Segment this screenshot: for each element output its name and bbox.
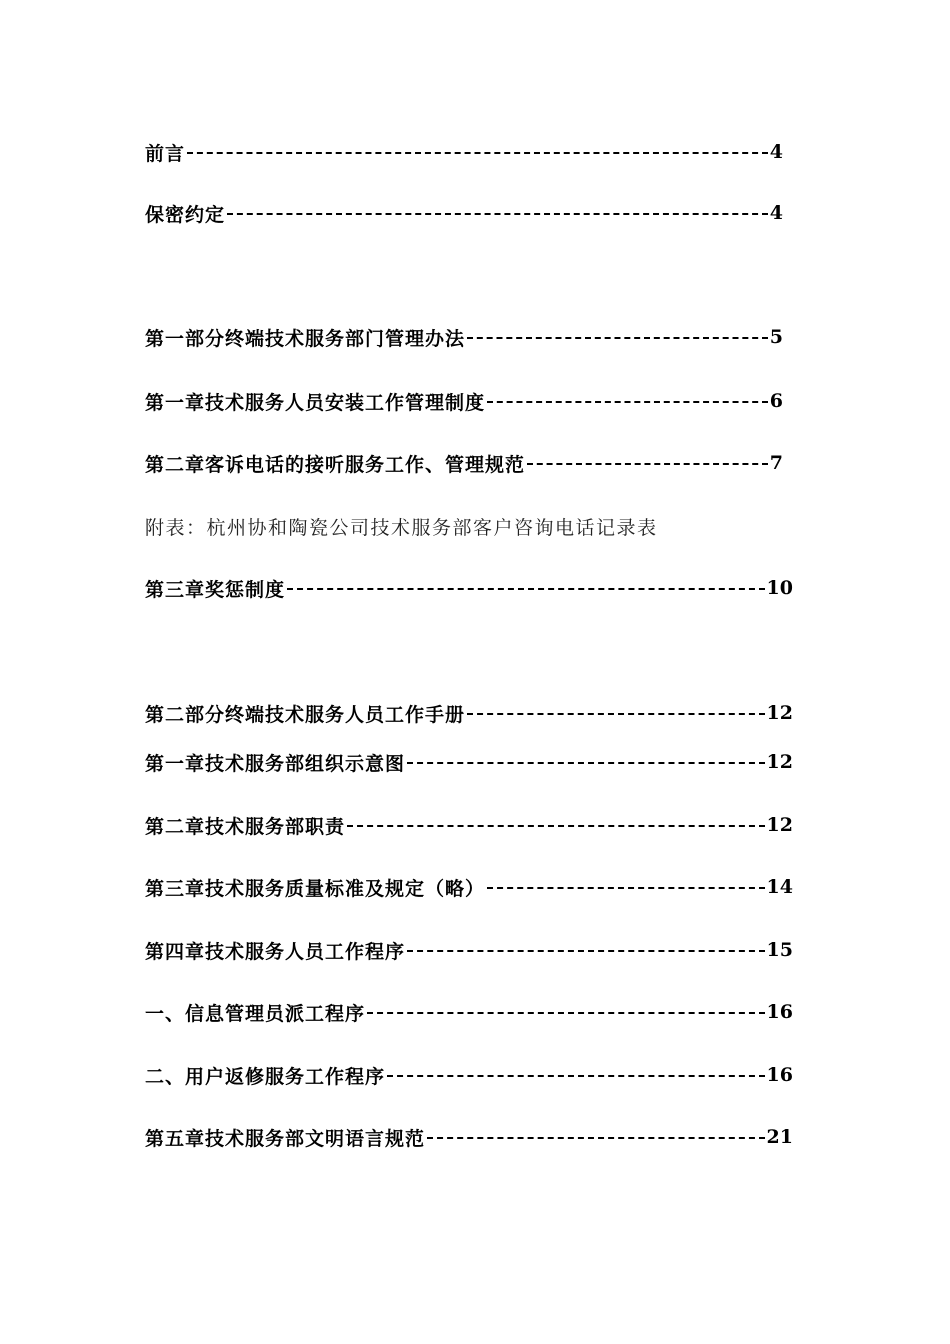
toc-leader-dashes: [387, 1075, 765, 1077]
toc-entry-title: 一、信息管理员派工程序: [145, 1002, 366, 1025]
toc-annex-note: 附表：杭州协和陶瓷公司技术服务部客户咨询电话记录表: [145, 516, 658, 539]
toc-entry-page: 10: [766, 577, 793, 599]
toc-leader-dashes: [367, 1012, 765, 1014]
toc-entry-part-two[interactable]: [145, 698, 793, 728]
toc-entry-confidentiality[interactable]: [145, 198, 783, 228]
toc-entry-page: 12: [766, 814, 793, 836]
toc-entry-part-two-chapter-four[interactable]: [145, 935, 793, 965]
toc-leader-dashes: [227, 213, 768, 215]
toc-entry-page: 4: [769, 141, 783, 163]
toc-leader-dashes: [287, 588, 765, 590]
toc-leader-dashes: [467, 713, 765, 715]
toc-entry-title: 第四章技术服务人员工作程序: [145, 940, 406, 963]
toc-entry-repair-procedure[interactable]: [145, 1060, 793, 1090]
toc-entry-part-one[interactable]: [145, 322, 783, 352]
toc-entry-title: 第五章技术服务部文明语言规范: [145, 1127, 426, 1150]
toc-entry-title: 保密约定: [145, 203, 226, 226]
toc-entry-page: 5: [769, 326, 783, 348]
toc-entry-part-two-chapter-three[interactable]: [145, 872, 793, 902]
toc-entry-title: 前言: [145, 142, 186, 165]
toc-entry-page: 15: [766, 939, 793, 961]
toc-entry-page: 4: [769, 202, 783, 224]
toc-entry-title: 第一章技术服务部组织示意图: [145, 752, 406, 775]
toc-entry-title: 第二部分终端技术服务人员工作手册: [145, 703, 466, 726]
toc-leader-dashes: [527, 463, 768, 465]
toc-leader-dashes: [427, 1137, 765, 1139]
toc-entry-title: 第一章技术服务人员安装工作管理制度: [145, 391, 486, 414]
toc-entry-page: 14: [766, 876, 793, 898]
toc-entry-title: 第二章技术服务部职责: [145, 815, 346, 838]
toc-leader-dashes: [487, 401, 768, 403]
toc-entry-part-one-chapter-one[interactable]: [145, 386, 783, 416]
toc-leader-dashes: [347, 825, 765, 827]
toc-entry-title: 二、用户返修服务工作程序: [145, 1065, 386, 1088]
toc-entry-part-one-chapter-three[interactable]: [145, 573, 793, 603]
toc-leader-dashes: [467, 337, 768, 339]
toc-leader-dashes: [487, 887, 765, 889]
toc-entry-part-one-chapter-two[interactable]: [145, 448, 783, 478]
toc-entry-preface[interactable]: [145, 137, 783, 167]
toc-entry-part-two-chapter-one[interactable]: [145, 747, 793, 777]
toc-entry-page: 21: [766, 1126, 793, 1148]
toc-entry-title: 第三章奖惩制度: [145, 578, 286, 601]
toc-entry-page: 12: [766, 702, 793, 724]
toc-leader-dashes: [407, 762, 765, 764]
toc-entry-page: 7: [769, 452, 783, 474]
toc-leader-dashes: [407, 950, 765, 952]
toc-entry-page: 6: [769, 390, 783, 412]
toc-entry-dispatch-procedure[interactable]: [145, 997, 793, 1027]
toc-entry-title: 第一部分终端技术服务部门管理办法: [145, 327, 466, 350]
toc-entry-title: 第二章客诉电话的接听服务工作、管理规范: [145, 453, 526, 476]
toc-leader-dashes: [187, 152, 768, 154]
toc-entry-page: 12: [766, 751, 793, 773]
toc-entry-title: 第三章技术服务质量标准及规定（略）: [145, 877, 486, 900]
toc-entry-part-two-chapter-two[interactable]: [145, 810, 793, 840]
toc-entry-page: 16: [766, 1064, 793, 1086]
toc-entry-part-two-chapter-five[interactable]: [145, 1122, 793, 1152]
toc-entry-page: 16: [766, 1001, 793, 1023]
